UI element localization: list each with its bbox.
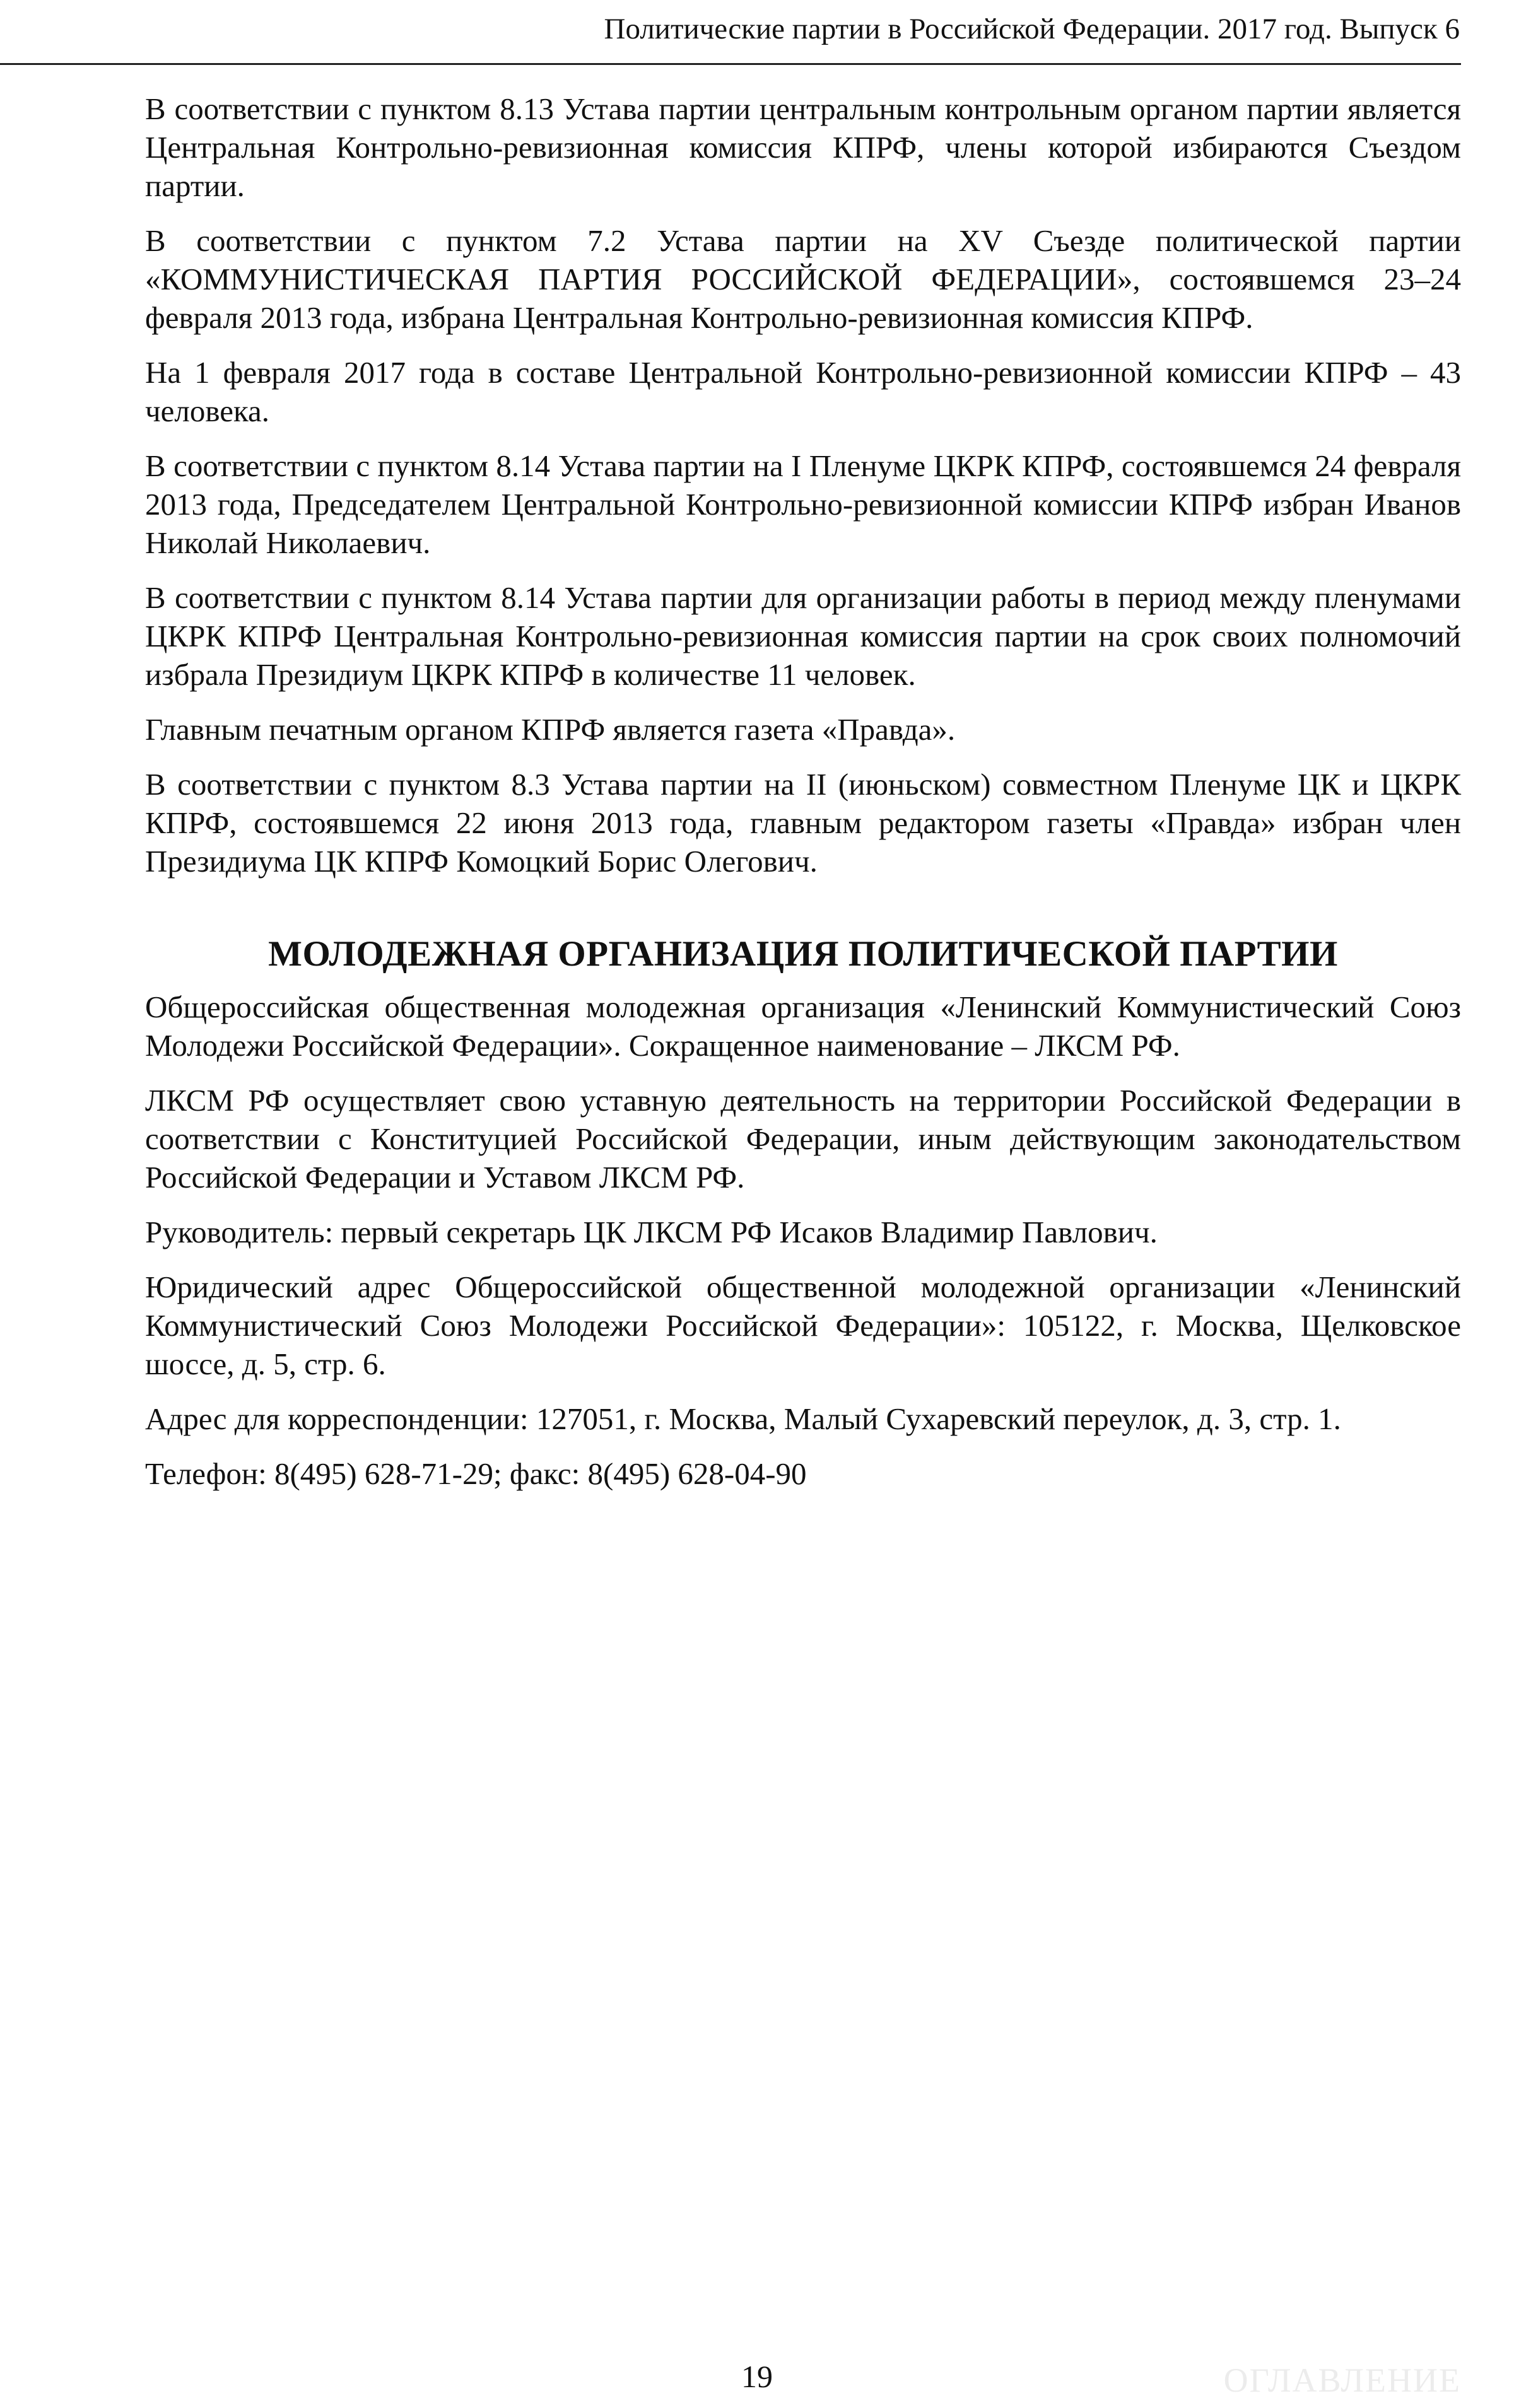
paragraph-legal-address: Юридический адрес Общероссийской общественной молодежной организации «Ленинский Коммунистический Союз Молодежи Российской Федерации»: 105122, г. Москва, Щелковское шоссе, д. 5, стр. 6.	[145, 1270, 1461, 1381]
paragraph-ckrk-chairman: В соответствии с пунктом 8.14 Устава партии на I Пленуме ЦКРК КПРФ, состоявшемся 24 февраля 2013 года, Председателем Центральной Контрольно-ревизионной комиссии КПРФ избран Иванов Николай Николаевич.	[145, 448, 1461, 560]
paragraph-mailing-address: Адрес для корреспонденции: 127051, г. Москва, Малый Сухаревский переулок, д. 3, стр. 1.	[145, 1401, 1341, 1436]
paragraph-ckrk-statute: В соответствии с пунктом 8.13 Устава партии центральным контрольным органом партии является Центральная Контрольно-ревизионная комиссия КПРФ, члены которой избираются Съездом партии.	[145, 91, 1461, 203]
paragraph-editor-in-chief: В соответствии с пунктом 8.3 Устава партии на II (июньском) совместном Пленуме ЦК и ЦКРК КПРФ, состоявшемся 22 июня 2013 года, главным редактором газеты «Правда» избран член Президиума ЦК КПРФ Комоцкий Борис Олегович.	[145, 767, 1461, 879]
paragraph-youth-org-name: Общероссийская общественная молодежная организация «Ленинский Коммунистический Союз Молодежи Российской Федерации». Сокращенное наименование – ЛКСМ РФ.	[145, 990, 1461, 1063]
paragraph-youth-org-activity: ЛКСМ РФ осуществляет свою уставную деятельность на территории Российской Федерации в соответствии с Конституцией Российской Федерации, иным действующим законодательством Российской Федерации и Уставом ЛКСМ РФ.	[145, 1083, 1461, 1195]
page-content	[145, 90, 1461, 1509]
paragraph-phone-fax: Телефон: 8(495) 628-71-29; факс: 8(495) 628-04-90	[145, 1456, 807, 1491]
paragraph-press-organ: Главным печатным органом КПРФ является газета «Правда».	[145, 712, 956, 747]
paragraph-ckrk-size: На 1 февраля 2017 года в составе Центральной Контрольно-ревизионной комиссии КПРФ – 43 человека.	[145, 355, 1461, 428]
paragraph-ckrk-presidium: В соответствии с пунктом 8.14 Устава партии для организации работы в период между пленумами ЦКРК КПРФ Центральная Контрольно-ревизионная комиссия партии на срок своих полномочий избрала Президиум ЦКРК КПРФ в количестве 11 человек.	[145, 580, 1461, 692]
paragraph-youth-org-leader: Руководитель: первый секретарь ЦК ЛКСМ РФ Исаков Владимир Павлович.	[145, 1215, 1158, 1249]
paragraph-ckrk-election: В соответствии с пунктом 7.2 Устава партии на XV Съезде политической партии «КОММУНИСТИЧЕСКАЯ ПАРТИЯ РОССИЙСКОЙ ФЕДЕРАЦИИ», состоявшемся 23–24 февраля 2013 года, избрана Центральная Контрольно-ревизионная комиссия КПРФ.	[145, 223, 1461, 335]
table-of-contents-link[interactable]: ОГЛАВЛЕНИЕ	[1223, 2361, 1461, 2399]
section-title-youth-organization: МОЛОДЕЖНАЯ ОРГАНИЗАЦИЯ ПОЛИТИЧЕСКОЙ ПАРТИИ	[268, 934, 1338, 974]
header-rule	[0, 63, 1461, 65]
running-header: Политические партии в Российской Федерации. 2017 год. Выпуск 6	[604, 13, 1460, 45]
page-number: 19	[741, 2359, 773, 2394]
